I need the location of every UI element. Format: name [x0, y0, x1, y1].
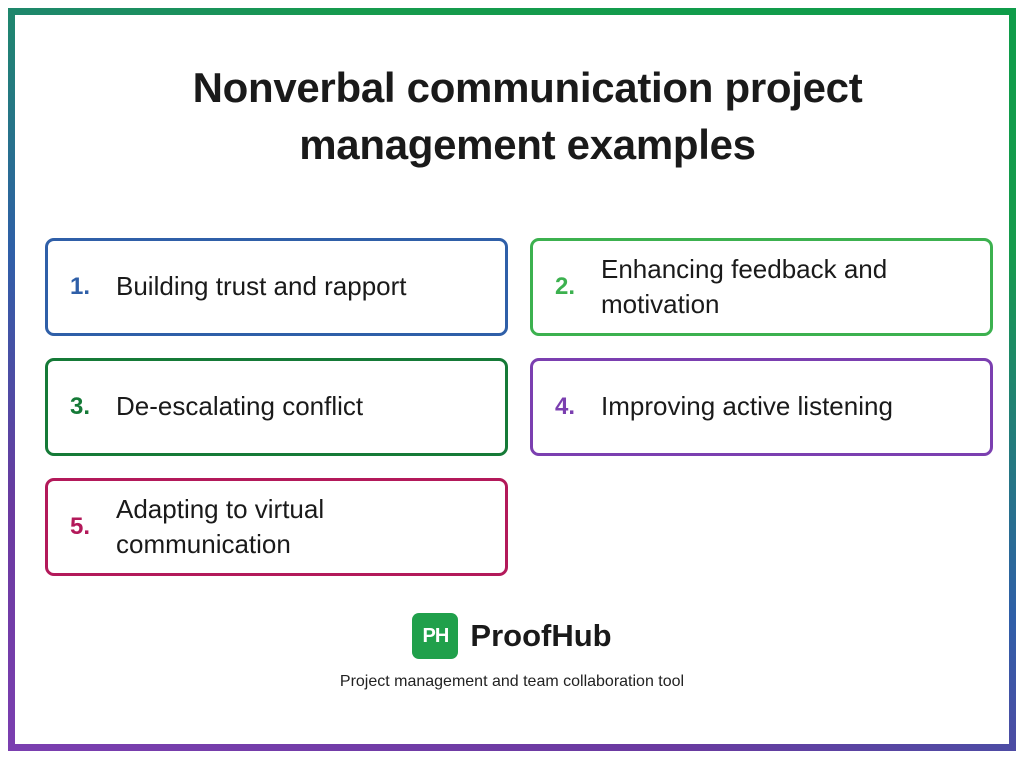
- brand-lockup: [412, 613, 611, 659]
- list-row: [45, 238, 1005, 336]
- brand-tagline: Project management and team collaboration tool: [339, 673, 685, 690]
- list-item-number: 2.: [555, 273, 576, 300]
- list-item-label: Adapting to virtual communication: [116, 493, 325, 559]
- list-item-label: Improving active listening: [601, 391, 893, 422]
- list-item-number: 4.: [555, 393, 576, 420]
- proofhub-logo-icon: PH: [412, 613, 458, 659]
- list-item-number: 1.: [70, 273, 91, 300]
- examples-list: [45, 238, 1005, 598]
- list-item: [45, 478, 508, 576]
- page-title: Nonverbal communication project management examples: [192, 64, 863, 168]
- list-item: [530, 358, 993, 456]
- brand-footer: [15, 613, 1009, 691]
- list-row: [45, 478, 1005, 576]
- list-row: [45, 358, 1005, 456]
- infographic-content: [15, 15, 1009, 744]
- list-item-number: 5.: [70, 513, 91, 540]
- list-item-label: Enhancing feedback and motivation: [601, 253, 888, 319]
- list-item: [530, 238, 993, 336]
- list-item: [45, 238, 508, 336]
- list-item-label: Building trust and rapport: [116, 271, 407, 302]
- brand-name: ProofHub: [470, 618, 612, 653]
- list-item-number: 3.: [70, 393, 91, 420]
- list-item: [45, 358, 508, 456]
- list-item-label: De-escalating conflict: [116, 391, 364, 422]
